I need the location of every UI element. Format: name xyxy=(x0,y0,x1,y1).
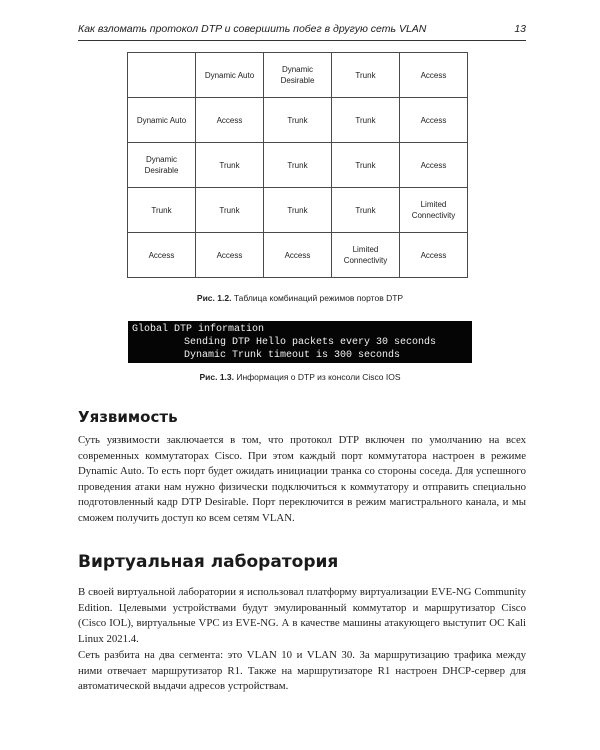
table-header-cell: Trunk xyxy=(332,53,400,98)
dtp-mode-table xyxy=(127,52,468,278)
figure-caption-1-3 xyxy=(0,372,600,382)
lab-paragraph-1: В своей виртуальной лаборатории я использовал платформу виртуализации EVE-NG Community Edition. Целевыми устройствами будут эмулированный коммутатор и маршрутизатор Cisco (Cisco IOL), виртуальные VPC из EVE-NG. А в качестве машины атакующего выступит ОС Kali Linux 2021.4. xyxy=(78,586,526,645)
table-row xyxy=(128,98,468,143)
figure-label: Рис. 1.2. xyxy=(196,293,232,303)
running-title: Как взломать протокол DTP и совершить побег в другую сеть VLAN xyxy=(78,23,427,35)
section-heading-virtual-lab: Виртуальная лаборатория xyxy=(78,552,339,572)
running-header xyxy=(78,20,526,41)
table-header-row xyxy=(128,53,468,98)
figure-label: Рис. 1.3. xyxy=(199,372,234,382)
figure-caption-1-2 xyxy=(0,293,600,303)
figure-caption-text: Информация о DTP из консоли Cisco IOS xyxy=(236,372,401,382)
table-cell: Limited Connectivity xyxy=(400,188,468,233)
table-cell: Access xyxy=(264,233,332,278)
table-cell: Access xyxy=(400,143,468,188)
table-row xyxy=(128,188,468,233)
table-header-cell: Access xyxy=(400,53,468,98)
lab-paragraph-2: Сеть разбита на два сегмента: это VLAN 10 и VLAN 30. За маршрутизацию трафика между ними отвечает маршрутизатор R1. Также на маршрутизаторе R1 настроен DHCP-сервер для автоматической выдачи адресов устройствам. xyxy=(78,649,526,692)
table-cell: Access xyxy=(400,98,468,143)
table-cell: Trunk xyxy=(196,188,264,233)
table-row-header: Dynamic Desirable xyxy=(128,143,196,188)
table-row-header: Access xyxy=(128,233,196,278)
table-cell: Trunk xyxy=(332,98,400,143)
table-cell: Access xyxy=(196,98,264,143)
vulnerability-paragraph: Суть уязвимости заключается в том, что протокол DTP включен по умолчанию на всех современных коммутаторах Cisco. При этом каждый порт коммутатора настроен в режиме Dynamic Auto. То есть порт будет ожидать инициации транка со стороны соседа. Для успешного проведения атаки нам нужно физически подключиться к коммутатору и отправить специально подготовленный кадр DTP Desirable. Порт переключится в режим магистрального канала, и мы сможем получить доступ ко всем сетям VLAN. xyxy=(78,434,526,524)
table-cell: Trunk xyxy=(332,143,400,188)
section-heading-vulnerability: Уязвимость xyxy=(78,408,178,426)
table-header-cell: Dynamic Auto xyxy=(196,53,264,98)
console-line: Global DTP information xyxy=(132,324,265,335)
table-cell: Trunk xyxy=(196,143,264,188)
page-number: 13 xyxy=(514,23,526,35)
table-corner-cell xyxy=(128,53,196,98)
console-output xyxy=(128,321,472,363)
table-row-header: Dynamic Auto xyxy=(128,98,196,143)
table-cell: Trunk xyxy=(264,98,332,143)
table-cell: Trunk xyxy=(264,188,332,233)
table-row xyxy=(128,143,468,188)
table-row xyxy=(128,233,468,278)
table-cell: Trunk xyxy=(332,188,400,233)
console-line: Dynamic Trunk timeout is 300 seconds xyxy=(184,350,401,361)
console-line: Sending DTP Hello packets every 30 seconds xyxy=(184,337,437,348)
table-header-cell: Dynamic Desirable xyxy=(264,53,332,98)
table-cell: Limited Connectivity xyxy=(332,233,400,278)
figure-caption-text: Таблица комбинаций режимов портов DTP xyxy=(233,293,404,303)
table-cell: Access xyxy=(196,233,264,278)
table-cell: Trunk xyxy=(264,143,332,188)
table-row-header: Trunk xyxy=(128,188,196,233)
table-cell: Access xyxy=(400,233,468,278)
